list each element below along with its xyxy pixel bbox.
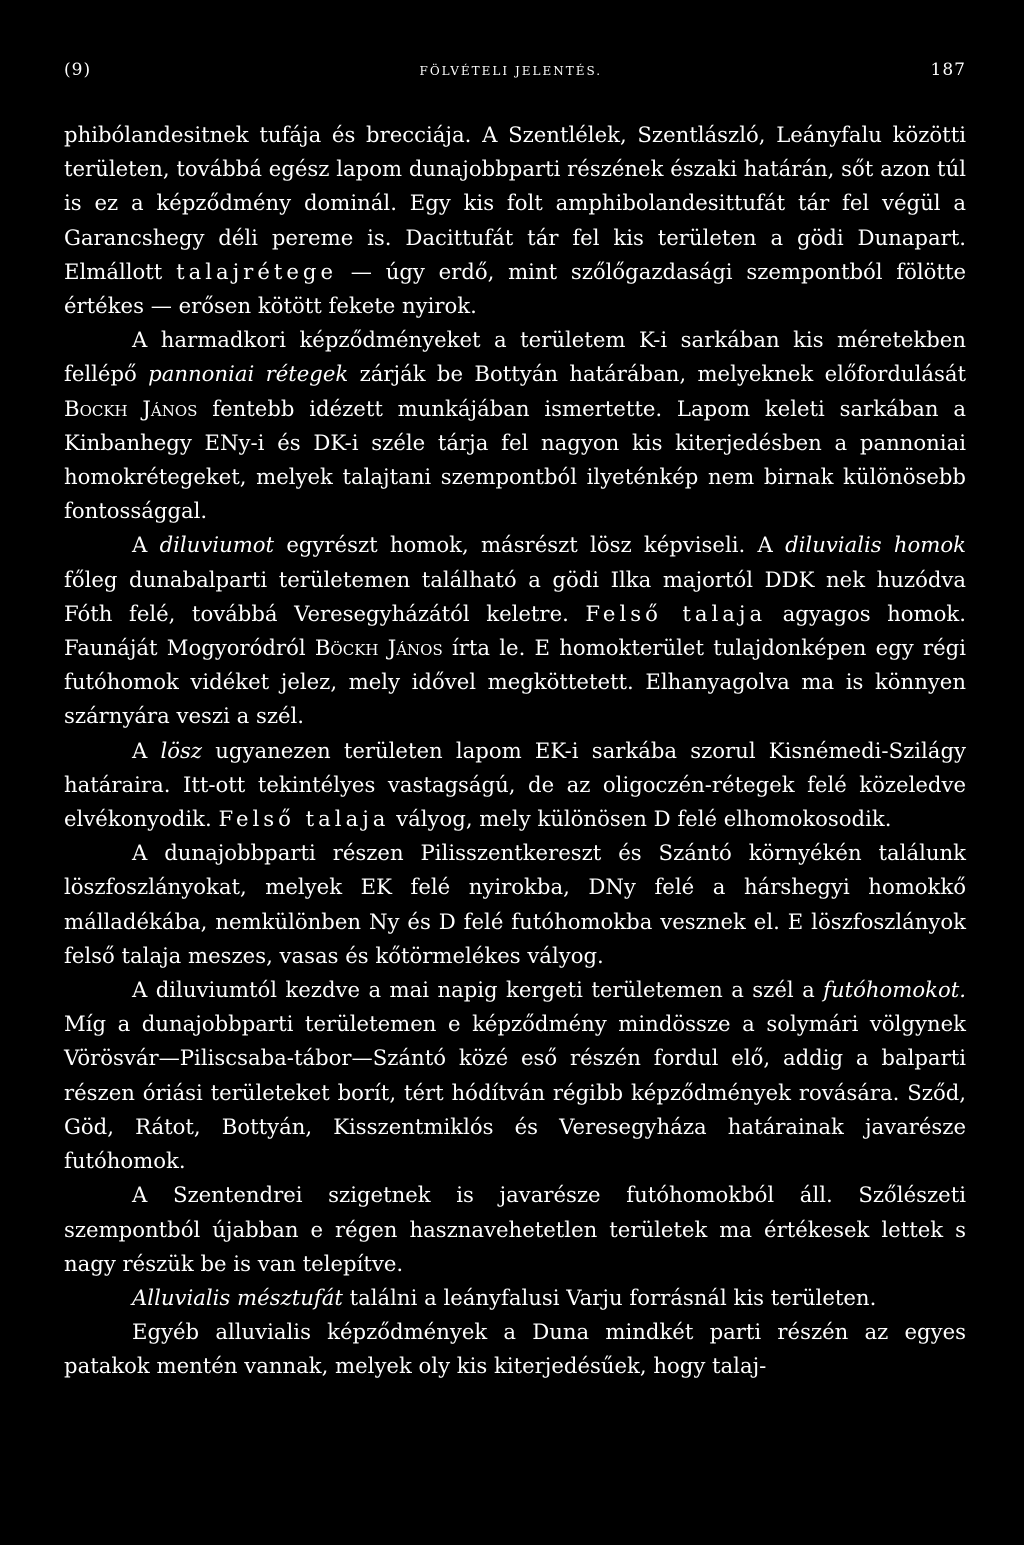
italic-term: pannoniai rétegek <box>148 361 349 387</box>
text-run: fentebb idézett munkájában ismertette. Lapom keleti sarkában a Kinbanhegy ENy-i és DK-i széle tárja fel nagyon kis kiterjedésben a pannoniai homokrétegeket, melyek talajtani szempontból ilyeténkép nem birnak különösebb fontossággal. <box>64 395 966 524</box>
italic-term: diluvialis homok <box>785 532 966 558</box>
text-run: zárják be Bottyán határában, melyeknek előfordulását <box>348 361 967 387</box>
italic-term: Alluvialis mésztufát <box>132 1284 343 1310</box>
text-run: A dunajobbparti részen Pilisszentkereszt és Szántó környékén találunk löszfoszlányokat, melyek EK felé nyirokba, DNy felé a hárshegyi homokkő málladékába, nemkülönben Ny és D felé futóhomokba vesznek el. E löszfoszlányok felső talaja meszes, vasas és kőtörmelékes vályog. <box>64 840 966 968</box>
text-run: Egyéb alluvialis képződmények a Duna mindkét parti részén az egyes patakok mentén vannak, melyek oly kis kiterjedésűek, hogy talaj- <box>64 1319 966 1379</box>
section-number: (9) <box>64 60 92 80</box>
paragraph <box>64 1315 966 1383</box>
spaced-term: talajrétege <box>176 258 338 284</box>
text-run: A harmadkori képződményeket a területem K-i sarkában kis méretekben fellépő <box>64 327 966 387</box>
text-run: ugyanezen területen lapom EK-i sarkába szorul Kisnémedi-Szilágy határaira. Itt-ott tekintélyes vastagságú, de az oligoczén-rétegek felé közeledve elvékonyodik. <box>64 737 966 832</box>
running-title: FÖLVÉTELI JELENTÉS. <box>419 64 603 78</box>
text-run: A Szentendrei szigetnek is javarésze futóhomokból áll. Szőlészeti szempontból újabban e régen hasznavehetetlen területek ma értékesek lettek s nagy részük be is van telepítve. <box>64 1182 966 1276</box>
text-run: Míg a dunajobbparti területemen e képződmény mindössze a solymári völgynek Vörösvár—Piliscsaba-tábor—Szántó közé eső részén fordul elő, addig a balparti részen óriási területeket borít, tért hódítván régibb képződmények rovására. Sződ, Göd, Rátot, Bottyán, Kisszentmiklós és Veresegyháza határainak javarésze futóhomok. <box>64 1011 966 1174</box>
italic-term: diluviumot <box>159 532 275 558</box>
text-run: — úgy erdő, mint szőlőgazdasági szempontból fölötte értékes — erősen kötött fekete nyirok. <box>64 258 966 319</box>
paragraph <box>64 734 966 837</box>
running-head <box>64 60 966 80</box>
italic-term: lösz <box>160 737 203 763</box>
paragraph <box>64 836 966 973</box>
text-run: írta le. E homokterület tulajdonképen egy régi futóhomok vidéket jelez, mely idővel megköttetett. Elhanyagolva ma is könnyen szárnyára veszi a szél. <box>64 635 966 729</box>
page-number: 187 <box>930 60 966 80</box>
paragraph <box>64 1281 966 1315</box>
italic-term: futóhomokot. <box>823 977 966 1003</box>
paragraph <box>64 973 966 1178</box>
text-run: találni a leányfalusi Varju forrásnál kis területen. <box>342 1284 877 1310</box>
author-name: Böckh János <box>314 635 443 661</box>
text-run: A diluviumtól kezdve a mai napig kergeti területemen a szél a <box>132 977 824 1003</box>
paragraph <box>64 1178 966 1281</box>
text-run: vályog, mely különösen D felé elhomokosodik. <box>389 806 892 832</box>
spaced-term: Felső talaja <box>585 600 767 626</box>
paragraph <box>64 323 966 528</box>
paragraph <box>64 118 966 323</box>
text-run: agyagos homok. Faunáját Mogyoródról <box>64 600 966 661</box>
body-text <box>64 118 966 1384</box>
paragraph <box>64 528 966 733</box>
text-run: A <box>132 532 160 558</box>
spaced-term: Felső talaja <box>218 806 390 832</box>
text-run: főleg dunabalparti területemen található a gödi Ilka majortól DDK nek huzódva Fóth felé, továbbá Veresegyházától keletre. <box>64 566 966 626</box>
author-name: Bockh János <box>64 395 198 421</box>
text-run: A <box>132 737 161 763</box>
text-run: egyrészt homok, másrészt lösz képviseli. A <box>274 532 786 558</box>
text-run: phibólandesitnek tufája és brecciája. A Szentlélek, Szentlászló, Leányfalu közötti területen, továbbá egész lapom dunajobbparti részének északi határán, sőt azon túl is ez a képződmény dominál. Egy kis folt amphibolandesittufát tár fel végül a Garancshegy déli pereme is. Dacittufát tár fel kis területen a gödi Dunapart. Elmállott <box>64 122 966 284</box>
